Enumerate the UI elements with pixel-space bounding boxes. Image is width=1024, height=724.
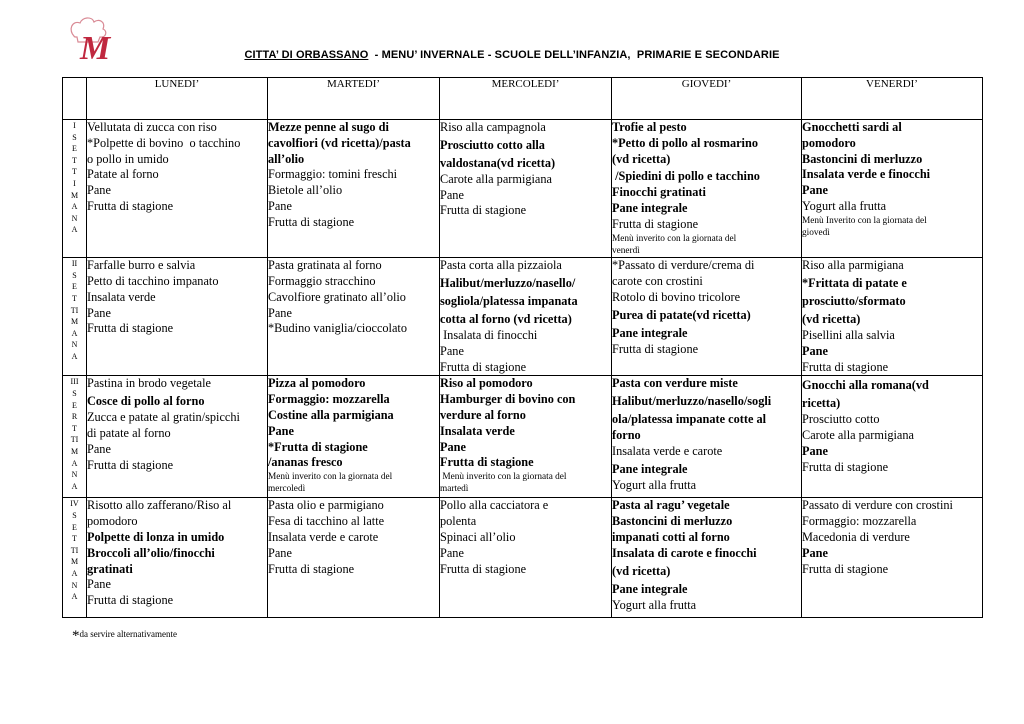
- menu-item: Cosce di pollo al forno: [87, 394, 205, 409]
- menu-item: Pane: [440, 343, 464, 358]
- header-row: [63, 78, 983, 120]
- menu-item: Risotto allo zafferano/Riso al: [87, 498, 232, 513]
- menu-item: Hamburger di bovino con: [440, 392, 576, 407]
- city-name: CITTA’ DI ORBASSANO: [244, 49, 369, 61]
- menu-item: carote con crostini: [612, 273, 703, 288]
- menu-cell-monday: [87, 498, 268, 618]
- menu-item: Rotolo di bovino tricolore: [612, 289, 741, 304]
- menu-item: Frutta di stagione: [612, 216, 699, 231]
- menu-cell-thursday: [612, 498, 802, 618]
- menu-cell-friday: [802, 258, 983, 376]
- menu-item: Halibut/merluzzo/nasello/sogli: [612, 394, 772, 409]
- week-label-char: N: [71, 580, 78, 590]
- week-label-char: E: [72, 522, 77, 532]
- menu-item: all’olio: [268, 151, 305, 166]
- menu-item: Frutta di stagione: [802, 561, 889, 576]
- menu-cell-thursday: [612, 120, 802, 258]
- menu-item: Prosciutto cotto: [802, 412, 880, 427]
- menu-cell-monday: [87, 376, 268, 498]
- menu-item: Pasta con verdure miste: [612, 376, 738, 391]
- menu-cell-wednesday: [440, 258, 612, 376]
- menu-item: Bastoncini di merluzzo: [802, 151, 923, 166]
- menu-item: Cavolfiore gratinato all’olio: [268, 289, 406, 304]
- menu-item: Carote alla parmigiana: [802, 428, 914, 443]
- week-label-char: T: [72, 423, 77, 433]
- menu-item: valdostana(vd ricetta): [440, 155, 556, 170]
- week-label-char: T: [72, 293, 77, 303]
- menu-item: Pane: [268, 545, 292, 560]
- menu-item: /ananas fresco: [268, 455, 343, 470]
- menu-item: Riso alla campagnola: [440, 120, 546, 134]
- menu-item: Insalata verde: [87, 289, 156, 304]
- week-label-char: TI: [70, 435, 79, 445]
- menu-item: Pane: [87, 577, 111, 592]
- menu-note: venerdì: [612, 245, 640, 256]
- menu-item: Frutta di stagione: [612, 341, 699, 356]
- menu-item: ricetta): [802, 396, 841, 411]
- menu-item: *Polpette di bovino o tacchino: [87, 135, 241, 150]
- menu-item: Yogurt alla frutta: [612, 597, 697, 612]
- menu-item: cavolfiori (vd ricetta)/pasta: [268, 135, 411, 150]
- menu-item: pomodoro: [87, 514, 138, 529]
- menu-item: Pastina in brodo vegetale: [87, 376, 211, 391]
- week-label-char: S: [72, 510, 77, 520]
- menu-item: Pane: [268, 305, 292, 320]
- menu-item: Riso alla parmigiana: [802, 258, 904, 273]
- week-label-char: N: [71, 213, 78, 223]
- menu-item: (vd ricetta): [612, 151, 671, 166]
- menu-item: Prosciutto cotto alla: [440, 137, 545, 152]
- menu-item: Bietole all’olio: [268, 183, 343, 198]
- menu-item: Insalata verde: [440, 423, 515, 438]
- menu-cell-thursday: [612, 258, 802, 376]
- menu-item: Gnocchi alla romana(vd: [802, 378, 929, 393]
- menu-item: Frutta di stagione: [87, 457, 174, 472]
- menu-item: Riso al pomodoro: [440, 376, 533, 391]
- menu-item: Finocchi gratinati: [612, 185, 706, 200]
- menu-cell-tuesday: [268, 498, 440, 618]
- menu-item: Pasta corta alla pizzaiola: [440, 258, 562, 273]
- menu-item: Frutta di stagione: [87, 593, 174, 608]
- menu-item: sogliola/platessa impanata: [440, 293, 578, 308]
- logo-letter: M: [80, 30, 111, 67]
- menu-item: Frutta di stagione: [87, 198, 174, 213]
- week-label-char: A: [71, 458, 78, 468]
- menu-item: Pane: [440, 187, 464, 202]
- week-label-char: M: [70, 446, 79, 456]
- footnote: [72, 628, 177, 645]
- menu-cell-wednesday: [440, 376, 612, 498]
- week-label: [63, 120, 87, 258]
- menu-item: Pollo alla cacciatora e: [440, 498, 549, 513]
- menu-item: Formaggio: mozzarella: [802, 514, 917, 529]
- menu-item: Purea di patate(vd ricetta): [612, 307, 751, 322]
- menu-item: Frutta di stagione: [802, 459, 889, 474]
- menu-cell-friday: [802, 376, 983, 498]
- menu-item: *Frutta di stagione: [268, 439, 368, 454]
- week-label-char: TI: [70, 305, 79, 315]
- menu-note: Menù inverito con la giornata del: [268, 472, 393, 483]
- menu-item: Bastoncini di merluzzo: [612, 514, 733, 529]
- menu-item: Pasta gratinata al forno: [268, 258, 382, 273]
- menu-item: Spinaci all’olio: [440, 529, 516, 544]
- menu-item: Trofie al pesto: [612, 120, 687, 134]
- menu-note: Menù Inverito con la giornata del: [802, 215, 927, 226]
- menu-item: *Petto di pollo al rosmarino: [612, 135, 758, 150]
- menu-cell-friday: [802, 120, 983, 258]
- week-label-char: A: [71, 202, 78, 212]
- page-title: [0, 49, 1024, 61]
- menu-item: Insalata di finocchi: [440, 327, 538, 342]
- week-label-char: A: [71, 225, 78, 235]
- menu-item: Patate al forno: [87, 167, 159, 182]
- menu-item: Fesa di tacchino al latte: [268, 514, 385, 529]
- week-label-char: A: [71, 592, 78, 602]
- week-label-char: R: [71, 412, 78, 422]
- menu-item: Zucca e patate al gratin/spicchi: [87, 410, 240, 425]
- menu-cell-tuesday: [268, 376, 440, 498]
- menu-item: Formaggio: mozzarella: [268, 392, 390, 407]
- menu-item: Pane: [87, 183, 111, 198]
- menu-item: Frutta di stagione: [268, 214, 355, 229]
- menu-item: (vd ricetta): [612, 563, 671, 578]
- menu-item: Frutta di stagione: [440, 203, 527, 218]
- menu-cell-tuesday: [268, 258, 440, 376]
- menu-item: *Passato di verdure/crema di: [612, 258, 755, 273]
- day-header-friday: VENERDI’: [802, 78, 983, 120]
- menu-item: verdure al forno: [440, 407, 526, 422]
- menu-item: Insalata di carote e finocchi: [612, 545, 757, 560]
- day-header-monday: LUNEDI’: [87, 78, 268, 120]
- menu-item: Pasta al ragu’ vegetale: [612, 498, 730, 513]
- menu-item: Frutta di stagione: [802, 359, 889, 374]
- menu-note: giovedì: [802, 227, 830, 238]
- menu-item: Pane integrale: [612, 581, 688, 596]
- menu-item: Mezze penne al sugo di: [268, 120, 389, 134]
- menu-cell-wednesday: [440, 120, 612, 258]
- menu-item: Pisellini alla salvia: [802, 327, 895, 342]
- menu-item: *Budino vaniglia/cioccolato: [268, 321, 407, 336]
- week-label-char: S: [72, 270, 77, 280]
- footnote-star: *: [72, 628, 80, 644]
- menu-item: Pasta olio e parmigiano: [268, 498, 384, 513]
- menu-item: pomodoro: [802, 135, 856, 150]
- menu-item: Frutta di stagione: [440, 455, 534, 470]
- menu-item: Macedonia di verdure: [802, 529, 910, 544]
- week-row: [63, 498, 983, 618]
- week-label: [63, 498, 87, 618]
- menu-item: Formaggio: tomini freschi: [268, 167, 398, 182]
- menu-item: Pizza al pomodoro: [268, 376, 366, 391]
- week-label-char: A: [71, 351, 78, 361]
- menu-cell-monday: [87, 120, 268, 258]
- week-label: [63, 258, 87, 376]
- corner-cell: [63, 78, 87, 120]
- menu-item: Frutta di stagione: [268, 561, 355, 576]
- menu-item: Halibut/merluzzo/nasello/: [440, 275, 576, 290]
- menu-item: Polpette di lonza in umido: [87, 529, 225, 544]
- menu-item: *Frittata di patate e: [802, 275, 907, 290]
- menu-note: martedì: [440, 484, 469, 495]
- menu-item: Petto di tacchino impanato: [87, 273, 219, 288]
- week-row: [63, 120, 983, 258]
- menu-item: Pane: [802, 343, 828, 358]
- menu-item: Insalata verde e carote: [268, 529, 379, 544]
- menu-item: Pane: [268, 198, 292, 213]
- menu-item: o pollo in umido: [87, 151, 169, 166]
- week-label-char: A: [71, 568, 78, 578]
- week-label-char: I: [73, 178, 76, 188]
- menu-item: ola/platessa impanate cotte al: [612, 412, 767, 427]
- week-row: [63, 258, 983, 376]
- menu-item: Pane: [87, 441, 111, 456]
- menu-item: Pane integrale: [612, 201, 688, 216]
- menu-item: polenta: [440, 514, 477, 529]
- week-label-char: IV: [70, 499, 79, 509]
- menu-cell-wednesday: [440, 498, 612, 618]
- week-label-char: M: [70, 557, 79, 567]
- footnote-text: da servire alternativamente: [79, 629, 177, 639]
- menu-note: mercoledì: [268, 484, 306, 495]
- menu-item: Vellutata di zucca con riso: [87, 120, 217, 134]
- week-label: [63, 376, 87, 498]
- menu-item: prosciutto/sformato: [802, 293, 906, 308]
- menu-note: Menù inverito con la giornata del: [440, 472, 567, 483]
- week-label-char: T: [72, 534, 77, 544]
- menu-item: impanati cotti al forno: [612, 529, 730, 544]
- menu-item: Carote alla parmigiana: [440, 171, 552, 186]
- week-label-char: S: [72, 388, 77, 398]
- week-label-char: T: [72, 167, 77, 177]
- week-label-char: M: [70, 190, 79, 200]
- day-header-wednesday: MERCOLEDI’: [440, 78, 612, 120]
- menu-item: Pane: [802, 545, 828, 560]
- menu-item: Formaggio stracchino: [268, 273, 376, 288]
- week-label-char: E: [72, 400, 77, 410]
- menu-item: Pane: [268, 423, 294, 438]
- week-label-char: N: [71, 470, 78, 480]
- menu-item: Passato di verdure con crostini: [802, 498, 953, 513]
- week-label-char: E: [72, 282, 77, 292]
- week-label-char: II: [71, 259, 78, 269]
- menu-item: Frutta di stagione: [440, 359, 527, 374]
- menu-item: Pane integrale: [612, 325, 688, 340]
- week-label-char: III: [70, 377, 79, 387]
- menu-item: Pane: [87, 305, 111, 320]
- menu-item: gratinati: [87, 561, 133, 576]
- menu-item: Frutta di stagione: [87, 321, 174, 336]
- menu-item: Frutta di stagione: [440, 561, 527, 576]
- menu-subtitle: - MENU’ INVERNALE - SCUOLE DELL’INFANZIA, PRIMARIE E SECONDARIE: [368, 49, 780, 61]
- menu-item: Yogurt alla frutta: [802, 198, 887, 213]
- day-header-thursday: GIOVEDI’: [612, 78, 802, 120]
- week-label-char: M: [70, 317, 79, 327]
- menu-item: (vd ricetta): [802, 311, 861, 326]
- day-header-tuesday: MARTEDI’: [268, 78, 440, 120]
- week-row: [63, 376, 983, 498]
- menu-item: forno: [612, 428, 641, 443]
- menu-item: Costine alla parmigiana: [268, 407, 394, 422]
- week-label-char: N: [71, 340, 78, 350]
- week-label-char: A: [71, 481, 78, 491]
- week-label-char: I: [73, 121, 76, 130]
- menu-item: cotta al forno (vd ricetta): [440, 311, 572, 326]
- menu-cell-tuesday: [268, 120, 440, 258]
- menu-table: [62, 77, 983, 618]
- week-label-char: A: [71, 328, 78, 338]
- menu-item: Gnocchetti sardi al: [802, 120, 902, 134]
- menu-item: Insalata verde e finocchi: [802, 167, 931, 182]
- week-label-char: S: [72, 132, 77, 142]
- menu-item: Pane: [802, 443, 828, 458]
- menu-item: Pane: [440, 439, 466, 454]
- menu-item: Farfalle burro e salvia: [87, 258, 196, 273]
- menu-item: Pane: [802, 183, 828, 198]
- menu-cell-friday: [802, 498, 983, 618]
- week-label-char: TI: [70, 545, 79, 555]
- menu-item: Broccoli all’olio/finocchi: [87, 545, 215, 560]
- menu-item: Pane integrale: [612, 461, 688, 476]
- menu-cell-thursday: [612, 376, 802, 498]
- menu-item: Pane: [440, 545, 464, 560]
- menu-item: Insalata verde e carote: [612, 443, 723, 458]
- menu-cell-monday: [87, 258, 268, 376]
- menu-item: Yogurt alla frutta: [612, 477, 697, 492]
- week-label-char: T: [72, 155, 77, 165]
- menu-item: di patate al forno: [87, 425, 171, 440]
- menu-note: Menù inverito con la giornata del: [612, 233, 737, 244]
- menu-item: /Spiedini di pollo e tacchino: [612, 169, 760, 184]
- week-label-char: E: [72, 144, 77, 154]
